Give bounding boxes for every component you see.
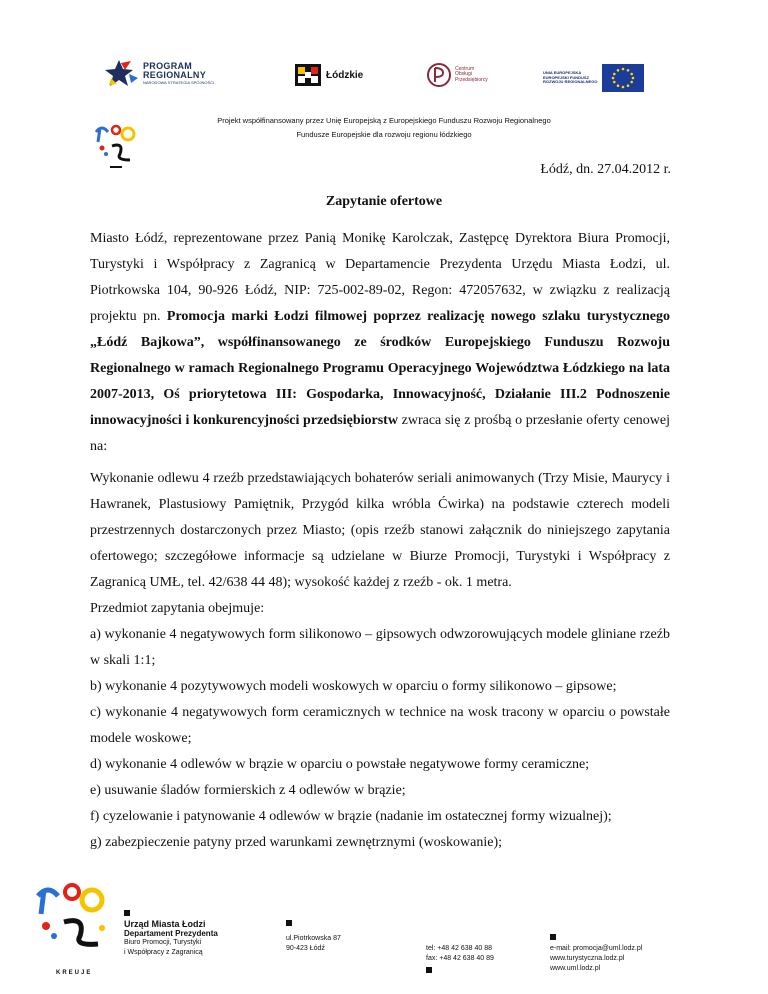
project-name: Promocja marki Łodzi filmowej poprzez realizację nowego szlaku turystycznego „Łódź Bajkowa”, współfinansowanego ze środków Europejskiego Funduszu Rozwoju Regionalnego w ramach Regionalnego Programu Operacyjnego Województwa Łódzkiego na lata 2007-2013, Oś priorytetowa III: Gospodarka, Innowacyjność, Działanie III.2 Podnoszenie innowacyjności i konkurencyjności przedsiębiorstw bbox=[90, 309, 670, 428]
eu-line2: EUROPEJSKI FUNDUSZ bbox=[543, 74, 590, 80]
office-line1: Biuro Promocji, Turystyki bbox=[124, 939, 202, 946]
intro-text: Miasto Łódź, reprezentowane przez Panią Monikę Karolczak, Zastępcę Dyrektora Biura Promocji, Turystyki i Współpracy z Zagranicą w Departamencie Prezydenta Urzędu Miasta Łodzi, ul. Piotrkowska 104, 90-926 Łódź, NIP: 725-002-89-02, Regon: 472057632, w związku z realizacją projektu pn. bbox=[90, 231, 670, 324]
eu-line1: UNIA EUROPEJSKA bbox=[543, 70, 582, 76]
website-link-turystyczna[interactable]: www.turystyczna.lodz.pl bbox=[550, 955, 625, 962]
kreuje-label: KREUJE bbox=[56, 970, 93, 976]
lodzkie-logo bbox=[295, 64, 363, 86]
address-line2: 90-423 Łódź bbox=[286, 945, 325, 952]
footer-org-column bbox=[124, 910, 218, 958]
intro-request: zwraca się z prośbą o przesłanie oferty cenowej na: bbox=[90, 413, 670, 454]
document-title: Zapytanie ofertowe bbox=[325, 194, 443, 209]
footer-square-icon bbox=[124, 910, 130, 916]
list-item: c) wykonanie 4 negatywowych form ceramicznych w technice na wosk tracony w oparciu o powstałe modele woskowe; bbox=[90, 705, 670, 746]
dept-name: Departament Prezydenta bbox=[124, 929, 218, 938]
cop-icon bbox=[427, 62, 451, 88]
cop-line3: Przedsiębiorcy bbox=[455, 76, 488, 83]
cop-logo bbox=[427, 62, 488, 88]
cop-line1: Centrum bbox=[455, 66, 475, 73]
website-link-uml[interactable]: www.uml.lodz.pl bbox=[550, 965, 601, 972]
office-line2: i Współpracy z Zagranicą bbox=[124, 949, 203, 956]
lodz-kreuje-footer-logo-icon bbox=[32, 878, 112, 968]
scope-heading: Przedmiot zapytania obejmuje: bbox=[90, 601, 265, 616]
footer-phone-column bbox=[426, 944, 494, 977]
eu-line3: ROZWOJU REGIONALNEGO bbox=[543, 79, 598, 85]
footer-square-icon bbox=[550, 934, 556, 940]
lodz-kreuje-logo-icon bbox=[92, 120, 138, 172]
footer-square-icon bbox=[426, 967, 432, 973]
list-item: f) cyzelowanie i patynowanie 4 odlewów w brązie (nadanie im ostatecznej formy wizualnej); bbox=[90, 809, 612, 824]
list-item: d) wykonanie 4 odlewów w brązie w oparciu o powstałe negatywowe formy ceramiczne; bbox=[90, 757, 590, 772]
intro-paragraph bbox=[90, 226, 670, 460]
program-line3: NARODOWA STRATEGIA SPÓJNOŚCI bbox=[143, 79, 215, 85]
footer-contact-column bbox=[550, 934, 642, 974]
list-item: e) usuwanie śladów formierskich z 4 odlewów w brązie; bbox=[90, 783, 406, 798]
org-name: Urząd Miasta Łodzi bbox=[124, 919, 206, 929]
address-line1: ul.Piotrkowska 87 bbox=[286, 935, 341, 942]
program-line1: PROGRAM bbox=[143, 60, 193, 71]
task-paragraph: Wykonanie odlewu 4 rzeźb przedstawiających bohaterów seriali animowanych (Trzy Misie, Maurycy i Hawranek, Plastusiowy Pamiętnik, Przygód kilka wróbla Ćwirka) na podstawie czterech modeli przestrzennych dostarczonych przez Miasto; (opis rzeźb stanowi załącznik do niniejszego zapytania ofertowego; szczegółowe informacje są udzielane w Biurze Promocji, Turystyki i Współpracy z Zagranicą UMŁ, tel. 42/638 44 48); wysokość każdej z rzeźb - ok. 1 metra. bbox=[90, 471, 670, 590]
phone-number: tel: +48 42 638 40 88 bbox=[426, 945, 492, 952]
fax-number: fax: +48 42 638 40 89 bbox=[426, 955, 494, 962]
footer-square-icon bbox=[286, 920, 292, 926]
footer bbox=[0, 898, 768, 994]
list-item: b) wykonanie 4 pozytywowych modeli woskowych w oparciu o formy silikonowo – gipsowe; bbox=[90, 679, 617, 694]
lodzkie-icon bbox=[295, 64, 321, 86]
list-item: a) wykonanie 4 negatywowych form silikonowo – gipsowych odwzorowujących modele gliniane rzeźb w skali 1:1; bbox=[90, 627, 670, 668]
program-regionalny-logo bbox=[105, 58, 214, 88]
project-line1: Projekt współfinansowany przez Unię Europejską z Europejskiego Funduszu Rozwoju Regionalnego bbox=[217, 116, 551, 125]
footer-address-column bbox=[286, 920, 341, 954]
eu-flag-icon bbox=[602, 64, 644, 92]
list-item: g) zabezpieczenie patyny przed warunkami zewnętrznymi (woskowanie); bbox=[90, 835, 503, 850]
lodzkie-label: Łódzkie bbox=[326, 69, 364, 81]
project-line2: Fundusze Europejskie dla rozwoju regionu łódzkiego bbox=[296, 130, 472, 139]
header-logos bbox=[105, 58, 665, 102]
eu-logo bbox=[543, 64, 644, 92]
cop-line2: Obsługi bbox=[455, 71, 472, 78]
document-date: Łódź, dn. 27.04.2012 r. bbox=[540, 162, 671, 177]
document-body bbox=[90, 226, 670, 856]
email-link[interactable]: e-mail: promocja@uml.lodz.pl bbox=[550, 945, 643, 952]
program-line2: REGIONALNY bbox=[143, 69, 207, 80]
program-regionalny-icon bbox=[105, 58, 139, 88]
